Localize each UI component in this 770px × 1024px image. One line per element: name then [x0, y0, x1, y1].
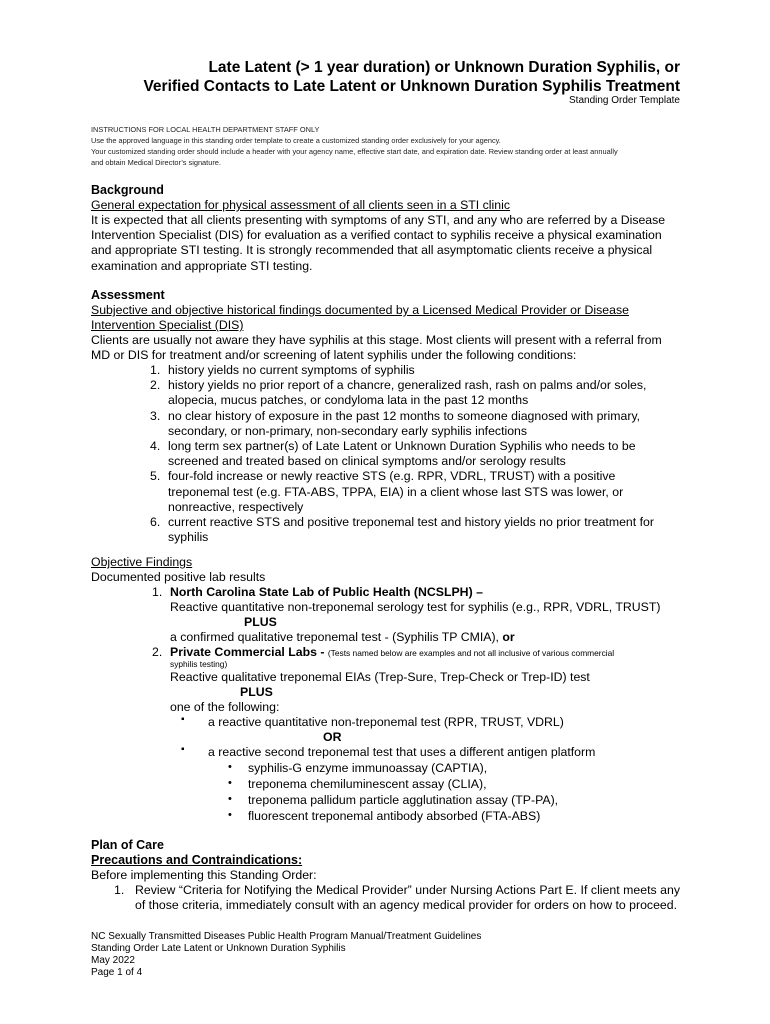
title-line-1: Late Latent (> 1 year duration) or Unknown Duration Syphilis, or [208, 59, 680, 76]
plan-subheading: Precautions and Contraindications: [91, 853, 303, 867]
plus-label-2: PLUS [240, 685, 273, 699]
objective-item-2-note: syphilis testing) [170, 659, 228, 669]
round-bullet-icon: • [228, 777, 232, 789]
round-bullet-icon: • [228, 761, 232, 773]
sub-bullet-1: syphilis-G enzyme immunoassay (CAPTIA), [248, 761, 488, 775]
subtitle: Standing Order Template [569, 95, 680, 106]
objective-intro: Documented positive lab results [91, 570, 266, 584]
list-item: 5. four-fold increase or newly reactive STS (e.g. RPR, VDRL, TRUST) with a positive treponemal test (e.g. FTA-ABS, TPPA, EIA) in a client whose last STS was lower, or nonreactive, respectively [150, 469, 624, 514]
plus-label-1: PLUS [244, 615, 277, 629]
list-item: 4. long term sex partner(s) of Late Latent or Unknown Duration Syphilis who needs to be screened and treated based on clinical symptoms and/or serology results [150, 439, 636, 469]
footer-line-2: Standing Order Late Latent or Unknown Duration Syphilis [91, 943, 346, 954]
sub-bullet-2: treponema chemiluminescent assay (CLIA), [248, 777, 487, 791]
plan-heading: Plan of Care [91, 838, 164, 852]
round-bullet-icon: • [228, 793, 232, 805]
objective-item-2-num: 2. [152, 645, 163, 659]
objective-item-1-line-1: Reactive quantitative non-treponemal serology test for syphilis (e.g., RPR, VDRL, TRUST) [170, 600, 661, 614]
sub-bullet-4: fluorescent treponemal antibody absorbed (FTA-ABS) [248, 809, 541, 823]
plan-item-1-text: Review “Criteria for Notifying the Medical Provider” under Nursing Actions Part E. If client meets any of those criteria, immediately consult with an agency medical provider for orders on how to proceed. [135, 883, 680, 913]
footer-line-1: NC Sexually Transmitted Diseases Public Health Program Manual/Treatment Guidelines [91, 931, 482, 942]
plan-intro: Before implementing this Standing Order: [91, 868, 317, 882]
assessment-intro: Clients are usually not aware they have syphilis at this stage. Most clients will present with a referral from MD or DIS for treatment and/or screening of latent syphilis under the following conditions: [91, 333, 662, 363]
objective-heading: Objective Findings [91, 555, 193, 569]
square-bullet-icon: ▪ [181, 744, 185, 755]
assessment-subheading: Subjective and objective historical findings documented by a Licensed Medical Provider or Disease Intervention Specialist (DIS) [91, 303, 629, 333]
instructions-heading: INSTRUCTIONS FOR LOCAL HEALTH DEPARTMENT STAFF ONLY [91, 125, 320, 134]
plan-item-1-num: 1. [114, 883, 125, 897]
round-bullet-icon: • [228, 809, 232, 821]
or-label: OR [323, 730, 342, 744]
sub-bullet-3: treponema pallidum particle agglutination assay (TP-PA), [248, 793, 559, 807]
list-item: 2. history yields no prior report of a chancre, generalized rash, rash on palms and/or soles, alopecia, mucus patches, or condyloma lata in the past 12 months [150, 378, 647, 408]
list-item: 6. current reactive STS and positive treponemal test and history yields no prior treatment for syphilis [150, 515, 654, 545]
footer-line-3: May 2022 [91, 955, 135, 966]
background-subheading: General expectation for physical assessment of all clients seen in a STI clinic [91, 198, 510, 212]
instructions-line-1: Use the approved language in this standing order template to create a customized standing order exclusively for your agency. [91, 136, 501, 145]
bullet-b-text: a reactive second treponemal test that uses a different antigen platform [208, 745, 596, 759]
footer-line-4: Page 1 of 4 [91, 967, 143, 978]
objective-item-2-title: Private Commercial Labs - (Tests named below are examples and not all inclusive of various commercial [170, 645, 615, 659]
bullet-a-text: a reactive quantitative non-treponemal test (RPR, TRUST, VDRL) [208, 715, 564, 729]
title-line-2: Verified Contacts to Late Latent or Unknown Duration Syphilis Treatment [143, 78, 680, 95]
assessment-heading: Assessment [91, 288, 165, 302]
one-of-label: one of the following: [170, 700, 280, 714]
objective-item-2-line-1: Reactive qualitative treponemal EIAs (Trep-Sure, Trep-Check or Trep-ID) test [170, 670, 590, 684]
background-heading: Background [91, 183, 164, 197]
background-text: It is expected that all clients presenting with symptoms of any STI, and any who are referred by a Disease Intervention Specialist (DIS) for evaluation as a verified contact to syphilis receive a physical examination and appropriate STI testing. It is strongly recommended that all asymptomatic clients receive a physical examination and appropriate STI testing. [91, 213, 666, 273]
instructions-line-3: and obtain Medical Director’s signature. [91, 158, 221, 167]
square-bullet-icon: ▪ [181, 714, 185, 725]
objective-item-1-num: 1. [152, 585, 163, 599]
list-item: 3. no clear history of exposure in the past 12 months to someone diagnosed with primary, secondary, or non-primary, non-secondary early syphilis infections [150, 408, 641, 438]
objective-item-1-title: North Carolina State Lab of Public Health (NCSLPH) – [170, 585, 483, 599]
objective-item-1-line-2: a confirmed qualitative treponemal test - (Syphilis TP CMIA), or [170, 630, 515, 644]
list-item: 1. history yields no current symptoms of syphilis [150, 363, 415, 377]
instructions-line-2: Your customized standing order should include a header with your agency name, effective start date, and expiration date. Review standing order at least annually [91, 147, 618, 156]
assessment-conditions-list [150, 363, 680, 545]
